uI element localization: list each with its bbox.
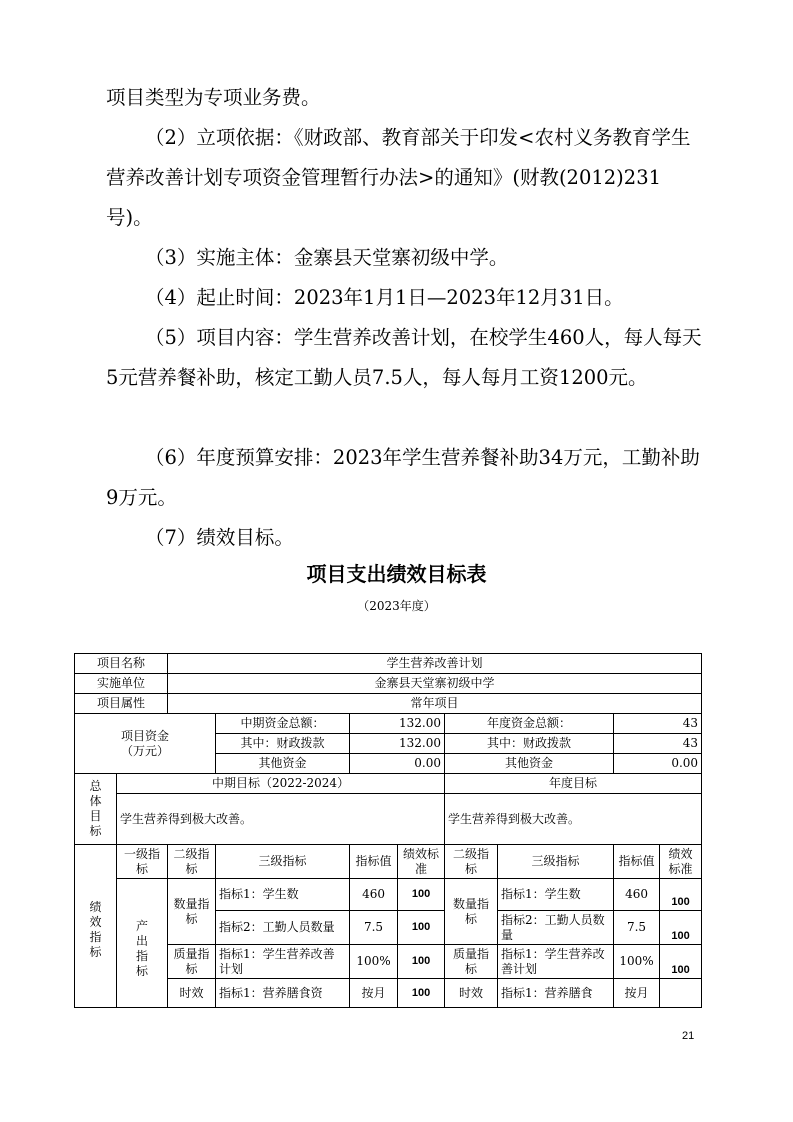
mid-fiscal-value: 132.00	[350, 734, 445, 754]
table-row	[75, 674, 702, 694]
table-row	[75, 979, 702, 1008]
mid-goal-header: 中期目标（2022-2024）	[117, 774, 445, 794]
year-total-value: 43	[614, 714, 702, 734]
table-title: 项目支出绩效目标表	[306, 562, 487, 586]
page-number: 21	[682, 1030, 695, 1042]
value-students: 460	[350, 879, 398, 911]
output-indicator-label	[117, 879, 168, 1008]
header-standard: 绩效标准	[398, 845, 445, 879]
overall-goal-label	[75, 774, 117, 845]
table-row	[75, 879, 702, 911]
perf-indicator-label	[75, 845, 117, 1008]
value-nutrition: 100%	[350, 945, 398, 979]
year-fiscal-label: 其中：财政拨款	[445, 734, 614, 754]
standard-students-year: 100	[660, 879, 702, 911]
table-row	[75, 845, 702, 879]
header-value: 指标值	[350, 845, 398, 879]
perf-char: 标	[89, 945, 102, 959]
table-row	[75, 694, 702, 714]
output-char: 出	[136, 934, 149, 948]
standard-students: 100	[398, 879, 445, 911]
year-fiscal-value: 43	[614, 734, 702, 754]
mid-total-label: 中期资金总额：	[216, 714, 350, 734]
project-name-value: 学生营养改善计划	[168, 654, 702, 674]
timeliness-indicator-year: 时效	[445, 979, 498, 1008]
mid-other-value: 0.00	[350, 754, 445, 774]
mid-total-value: 132.00	[350, 714, 445, 734]
perf-char: 绩	[89, 900, 102, 914]
paragraph-budget: （6）年度预算安排：2023年学生营养餐补助34万元，工勤补助9万元。	[106, 446, 700, 509]
header-level2-year: 二级指标	[445, 845, 498, 879]
mid-other-label: 其他资金	[216, 754, 350, 774]
header-level3: 三级指标	[216, 845, 350, 879]
value-staff-year: 7.5	[614, 911, 660, 945]
quality-indicator: 质量指标	[168, 945, 216, 979]
goal-char: 目	[89, 809, 102, 823]
attr-value: 常年项目	[168, 694, 702, 714]
standard-nutrition: 100	[398, 945, 445, 979]
header-value-year: 指标值	[614, 845, 660, 879]
standard-staff-year: 100	[660, 911, 702, 945]
paragraph-period: （4）起止时间：2023年1月1日—2023年12月31日。	[145, 286, 624, 309]
standard-meal: 100	[398, 979, 445, 1008]
paragraph-content: （5）项目内容：学生营养改善计划，在校学生460人，每人每天5元营养餐补助，核定工勤人员7.5人，每人每月工资1200元。	[106, 326, 702, 389]
goal-char: 总	[89, 779, 102, 793]
project-name-label: 项目名称	[75, 654, 168, 674]
quantity-indicator-year: 数量指标	[445, 879, 498, 945]
unit-value: 金寨县天堂寨初级中学	[168, 674, 702, 694]
performance-table	[74, 653, 702, 1008]
indicator-students-year: 指标1：学生数	[498, 879, 614, 911]
value-staff: 7.5	[350, 911, 398, 945]
standard-nutrition-year: 100	[660, 945, 702, 979]
table-row	[75, 654, 702, 674]
paragraph-goals: （7）绩效目标。	[145, 526, 294, 549]
value-nutrition-year: 100%	[614, 945, 660, 979]
table-row	[75, 774, 702, 794]
year-goal-text: 学生营养得到极大改善。	[445, 794, 702, 845]
attr-label: 项目属性	[75, 694, 168, 714]
table-row	[75, 794, 702, 845]
indicator-nutrition-year: 指标1：学生营养改善计划	[498, 945, 614, 979]
quality-indicator-year: 质量指标	[445, 945, 498, 979]
indicator-meal: 指标1：营养膳食资	[216, 979, 350, 1008]
funds-label	[75, 714, 216, 774]
header-level3-year: 三级指标	[498, 845, 614, 879]
indicator-nutrition: 指标1：学生营养改善计划	[216, 945, 350, 979]
paragraph-type: 项目类型为专项业务费。	[106, 86, 321, 109]
mid-fiscal-label: 其中：财政拨款	[216, 734, 350, 754]
quantity-indicator: 数量指标	[168, 879, 216, 945]
value-meal: 按月	[350, 979, 398, 1008]
goal-char: 体	[89, 794, 102, 808]
paragraph-subject: （3）实施主体：金寨县天堂寨初级中学。	[145, 246, 509, 269]
perf-char: 效	[89, 915, 102, 929]
goal-char: 标	[89, 824, 102, 838]
funds-label-line1: 项目资金	[121, 728, 170, 743]
year-other-value: 0.00	[614, 754, 702, 774]
year-goal-header: 年度目标	[445, 774, 702, 794]
header-level2: 二级指标	[168, 845, 216, 879]
indicator-meal-year: 指标1：营养膳食	[498, 979, 614, 1008]
header-standard-year: 绩效标准	[660, 845, 702, 879]
year-total-label: 年度资金总额：	[445, 714, 614, 734]
output-char: 指	[136, 949, 149, 963]
output-char: 标	[136, 964, 149, 978]
funds-label-line2: （万元）	[121, 743, 170, 758]
value-students-year: 460	[614, 879, 660, 911]
timeliness-indicator: 时效	[168, 979, 216, 1008]
value-meal-year: 按月	[614, 979, 660, 1008]
perf-char: 指	[89, 930, 102, 944]
unit-label: 实施单位	[75, 674, 168, 694]
table-row	[75, 714, 702, 734]
indicator-staff: 指标2：工勤人员数量	[216, 911, 350, 945]
table-row	[75, 945, 702, 979]
indicator-students: 指标1：学生数	[216, 879, 350, 911]
year-other-label: 其他资金	[445, 754, 614, 774]
paragraph-basis: （2）立项依据：《财政部、教育部关于印发<农村义务教育学生营养改善计划专项资金管理暂行办法>的通知》(财教(2012)231号)。	[106, 126, 691, 229]
table-subtitle: （2023年度）	[357, 599, 436, 613]
indicator-staff-year: 指标2：工勤人员数量	[498, 911, 614, 945]
output-char: 产	[136, 919, 149, 933]
header-level1: 一级指标	[117, 845, 168, 879]
mid-goal-text: 学生营养得到极大改善。	[117, 794, 445, 845]
standard-staff: 100	[398, 911, 445, 945]
standard-meal-year	[660, 979, 702, 1008]
